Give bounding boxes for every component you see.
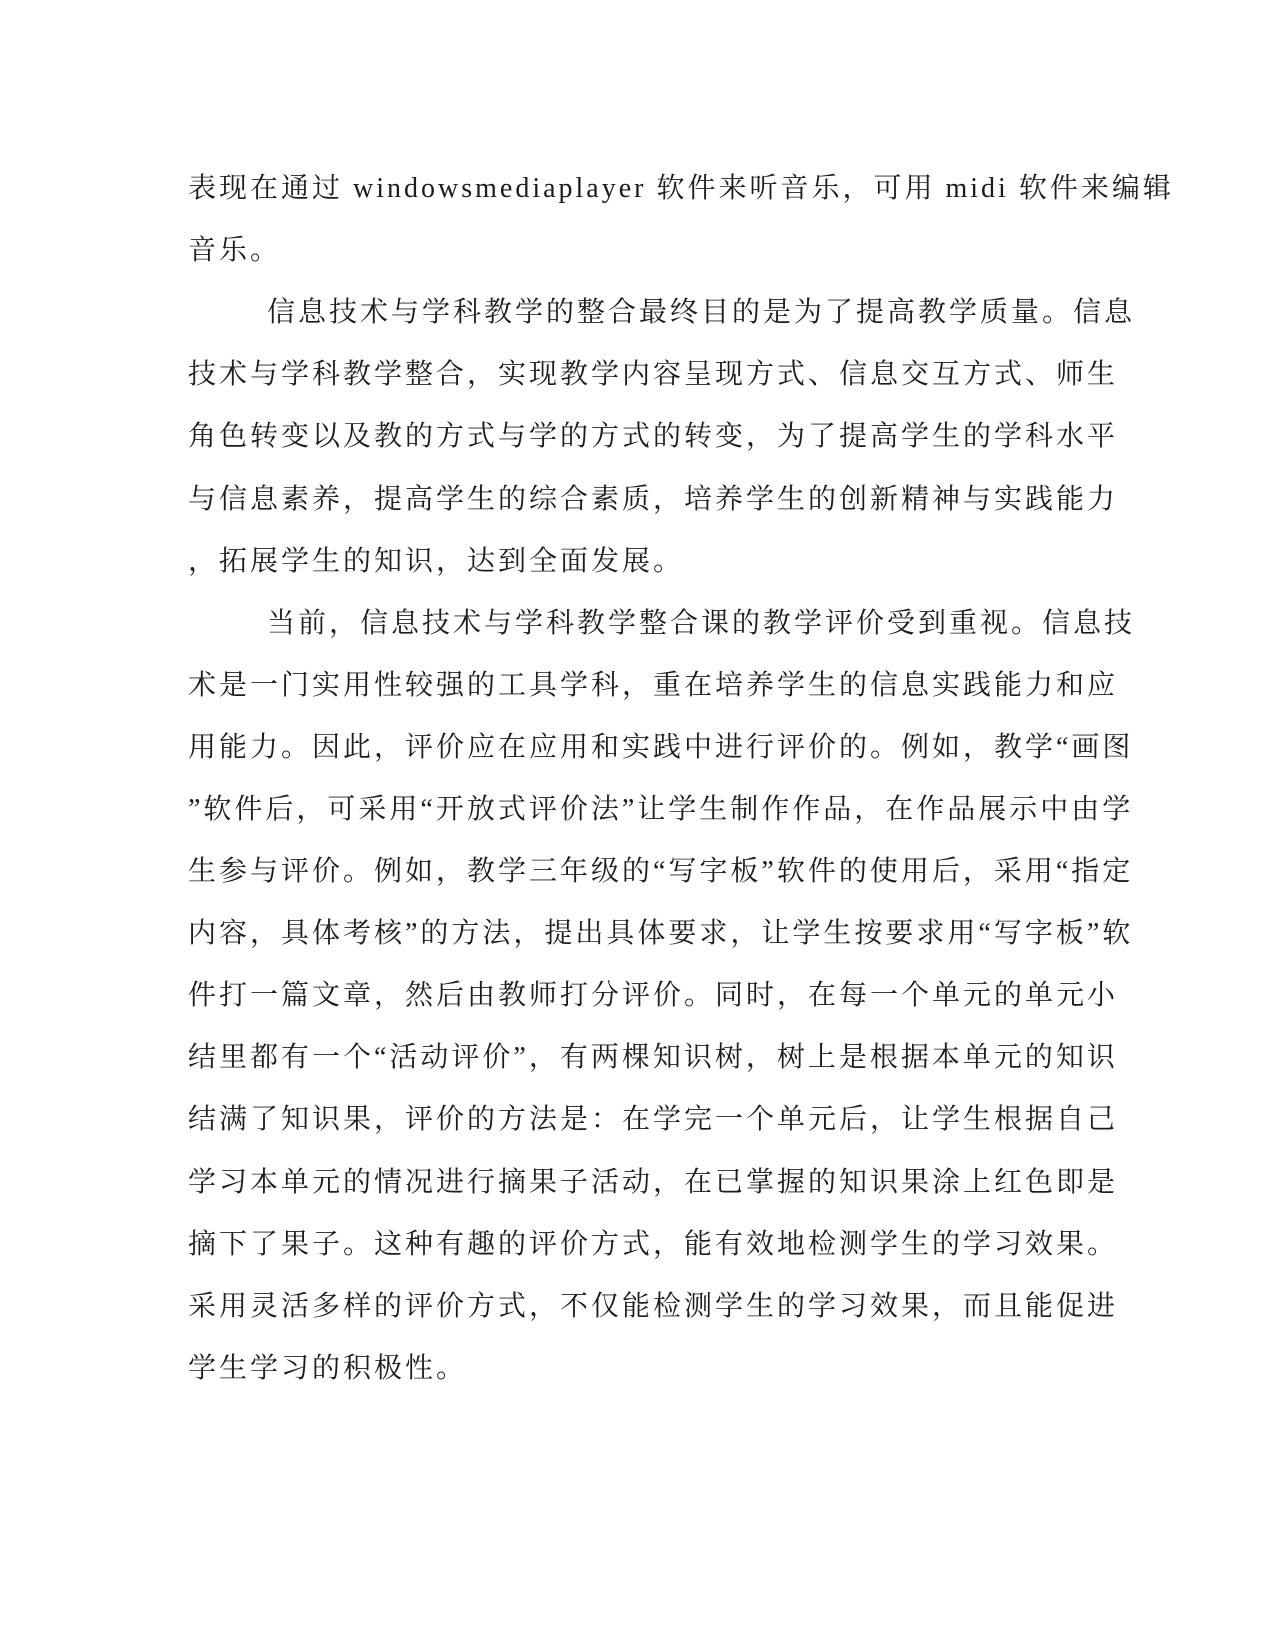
text-line: 学生学习的积极性。 xyxy=(188,1352,468,1384)
text-line: 信息技术与学科教学的整合最终目的是为了提高教学质量。信息 xyxy=(267,297,1136,329)
text-line: ，拓展学生的知识，达到全面发展。 xyxy=(188,545,685,577)
text-line: 结里都有一个“活动评价”，有两棵知识树，树上是根据本单元的知识 xyxy=(188,1042,1118,1074)
text-line: 内容，具体考核”的方法，提出具体要求，让学生按要求用“写字板”软 xyxy=(188,918,1134,950)
text-line: 角色转变以及教的方式与学的方式的转变，为了提高学生的学科水平 xyxy=(188,421,1119,453)
text-line: 用能力。因此，评价应在应用和实践中进行评价的。例如，教学“画图 xyxy=(188,731,1134,763)
text-line: 当前，信息技术与学科教学整合课的教学评价受到重视。信息技 xyxy=(267,607,1136,639)
text-line: 摘下了果子。这种有趣的评价方式，能有效地检测学生的学习效果。 xyxy=(188,1228,1119,1260)
document-body-text xyxy=(188,155,1174,1397)
text-line: 音乐。 xyxy=(188,235,282,267)
paragraph-continuation xyxy=(188,155,1174,279)
text-line: 学习本单元的情况进行摘果子活动，在已掌握的知识果涂上红色即是 xyxy=(188,1166,1119,1198)
text-line: 术是一门实用性较强的工具学科，重在培养学生的信息实践能力和应 xyxy=(188,669,1119,701)
text-line: 结满了知识果，评价的方法是：在学完一个单元后，让学生根据自己 xyxy=(188,1104,1119,1136)
text-line: ”软件后，可采用“开放式评价法”让学生制作作品，在作品展示中由学 xyxy=(188,793,1134,825)
paragraph-integration-goal xyxy=(188,279,1168,589)
text-line: 表现在通过 windowsmediaplayer 软件来听音乐，可用 midi 软件来编辑 xyxy=(188,173,1174,205)
paragraph-evaluation xyxy=(188,590,1168,1397)
text-line: 件打一篇文章，然后由教师打分评价。同时，在每一个单元的单元小 xyxy=(188,980,1119,1012)
text-line: 生参与评价。例如，教学三年级的“写字板”软件的使用后，采用“指定 xyxy=(188,856,1134,888)
text-line: 与信息素养，提高学生的综合素质，培养学生的创新精神与实践能力 xyxy=(188,483,1119,515)
text-line: 技术与学科教学整合，实现教学内容呈现方式、信息交互方式、师生 xyxy=(188,359,1119,391)
text-line: 采用灵活多样的评价方式，不仅能检测学生的学习效果，而且能促进 xyxy=(188,1290,1119,1322)
